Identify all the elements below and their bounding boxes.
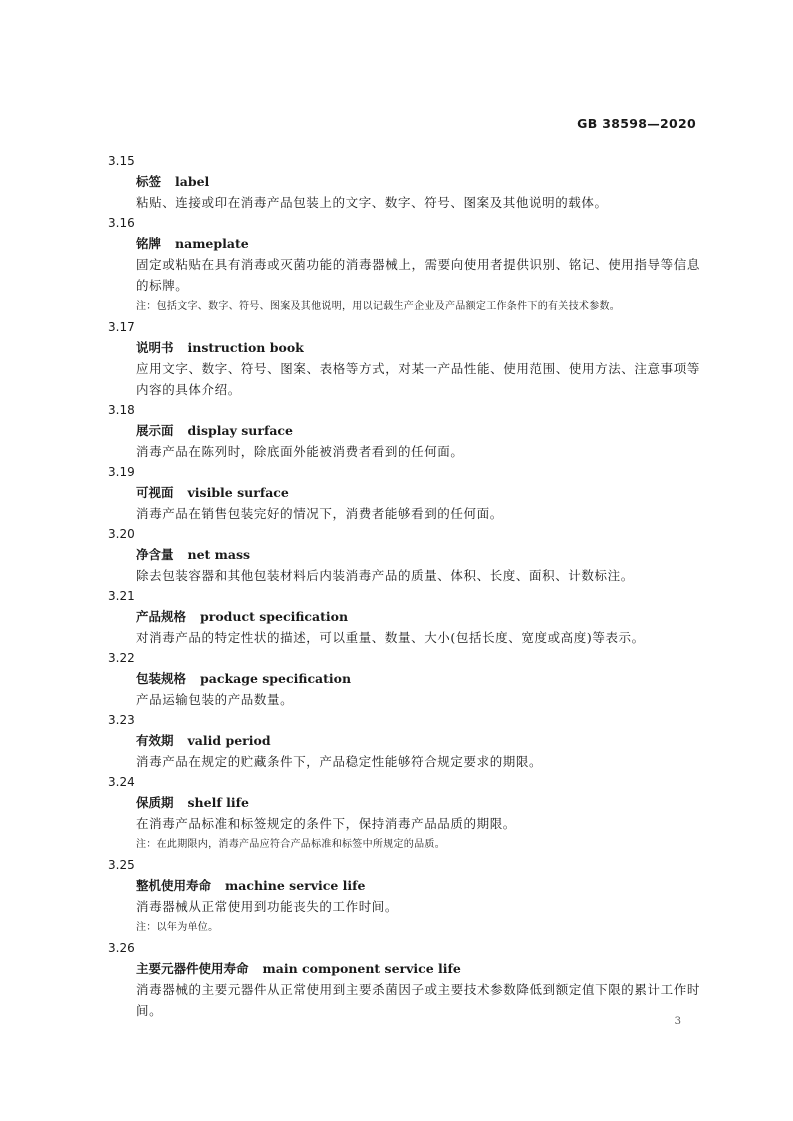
term-number: 3.23 [108, 713, 135, 727]
term-en: visible surface [187, 485, 289, 500]
term-zh: 保质期 [136, 795, 174, 810]
term-note: 注：在此期限内，消毒产品应符合产品标准和标签中所规定的品质。 [136, 839, 445, 850]
term-entry [108, 710, 700, 772]
term-definition: 在消毒产品标准和标签规定的条件下，保持消毒产品品质的期限。 [136, 816, 516, 831]
term-definition: 对消毒产品的特定性状的描述，可以重量、数量、大小(包括长度、宽度或高度)等表示。 [136, 630, 645, 645]
term-entry [108, 524, 700, 586]
term-heading [108, 606, 700, 627]
terms-list [108, 151, 700, 1021]
term-en: product specification [200, 609, 349, 624]
term-note: 注：以年为单位。 [136, 922, 219, 933]
term-entry [108, 772, 700, 855]
term-en: machine service life [225, 878, 366, 893]
term-en: net mass [187, 547, 251, 562]
term-en: valid period [187, 733, 271, 748]
term-number: 3.21 [108, 589, 135, 603]
standard-code: GB 38598—2020 [577, 116, 696, 131]
term-entry [108, 586, 700, 648]
term-zh: 净含量 [136, 547, 174, 562]
term-definition: 固定或粘贴在具有消毒或灭菌功能的消毒器械上，需要向使用者提供识别、铭记、使用指导等信息的标牌。 [136, 257, 700, 293]
term-entry [108, 400, 700, 462]
term-definition: 消毒产品在销售包装完好的情况下，消费者能够看到的任何面。 [136, 506, 503, 521]
term-zh: 展示面 [136, 423, 174, 438]
term-definition: 除去包装容器和其他包装材料后内装消毒产品的质量、体积、长度、面积、计数标注。 [136, 568, 634, 583]
term-zh: 有效期 [136, 733, 174, 748]
term-entry [108, 855, 700, 938]
term-number: 3.19 [108, 465, 135, 479]
page-number: 3 [674, 1016, 681, 1027]
term-number: 3.20 [108, 527, 135, 541]
term-heading [108, 958, 700, 979]
term-heading [108, 730, 700, 751]
term-number: 3.16 [108, 216, 135, 230]
term-zh: 包装规格 [136, 671, 187, 686]
term-heading [108, 233, 700, 254]
term-entry [108, 317, 700, 400]
term-en: nameplate [175, 236, 249, 251]
term-en: shelf life [187, 795, 249, 810]
term-number: 3.15 [108, 154, 135, 168]
term-definition: 消毒产品在规定的贮藏条件下，产品稳定性能够符合规定要求的期限。 [136, 754, 543, 769]
term-entry [108, 151, 700, 213]
term-number: 3.24 [108, 775, 135, 789]
term-entry [108, 462, 700, 524]
term-definition: 应用文字、数字、符号、图案、表格等方式，对某一产品性能、使用范围、使用方法、注意事项等内容的具体介绍。 [136, 361, 700, 397]
term-definition: 产品运输包装的产品数量。 [136, 692, 294, 707]
term-zh: 说明书 [136, 340, 174, 355]
term-number: 3.22 [108, 651, 135, 665]
term-en: instruction book [187, 340, 304, 355]
term-heading [108, 544, 700, 565]
term-zh: 整机使用寿命 [136, 878, 212, 893]
term-entry [108, 938, 700, 1021]
term-zh: 产品规格 [136, 609, 187, 624]
term-zh: 标签 [136, 174, 162, 189]
term-definition: 粘贴、连接或印在消毒产品包装上的文字、数字、符号、图案及其他说明的载体。 [136, 195, 608, 210]
term-heading [108, 420, 700, 441]
term-heading [108, 668, 700, 689]
term-en: main component service life [262, 961, 461, 976]
term-en: display surface [187, 423, 293, 438]
term-number: 3.18 [108, 403, 135, 417]
term-heading [108, 337, 700, 358]
term-number: 3.26 [108, 941, 135, 955]
term-definition: 消毒产品在陈列时，除底面外能被消费者看到的任何面。 [136, 444, 464, 459]
term-heading [108, 792, 700, 813]
term-heading [108, 482, 700, 503]
term-entry [108, 648, 700, 710]
term-zh: 可视面 [136, 485, 174, 500]
term-zh: 主要元器件使用寿命 [136, 961, 249, 976]
term-number: 3.25 [108, 858, 135, 872]
term-definition: 消毒器械的主要元器件从正常使用到主要杀菌因子或主要技术参数降低到额定值下限的累计工作时间。 [136, 982, 700, 1018]
term-definition: 消毒器械从正常使用到功能丧失的工作时间。 [136, 899, 399, 914]
term-heading [108, 875, 700, 896]
term-number: 3.17 [108, 320, 135, 334]
term-zh: 铭牌 [136, 236, 162, 251]
term-note: 注：包括文字、数字、符号、图案及其他说明，用以记载生产企业及产品额定工作条件下的有关技术参数。 [136, 301, 621, 312]
term-en: package specification [200, 671, 352, 686]
term-heading [108, 171, 700, 192]
term-entry [108, 213, 700, 317]
term-en: label [175, 174, 210, 189]
